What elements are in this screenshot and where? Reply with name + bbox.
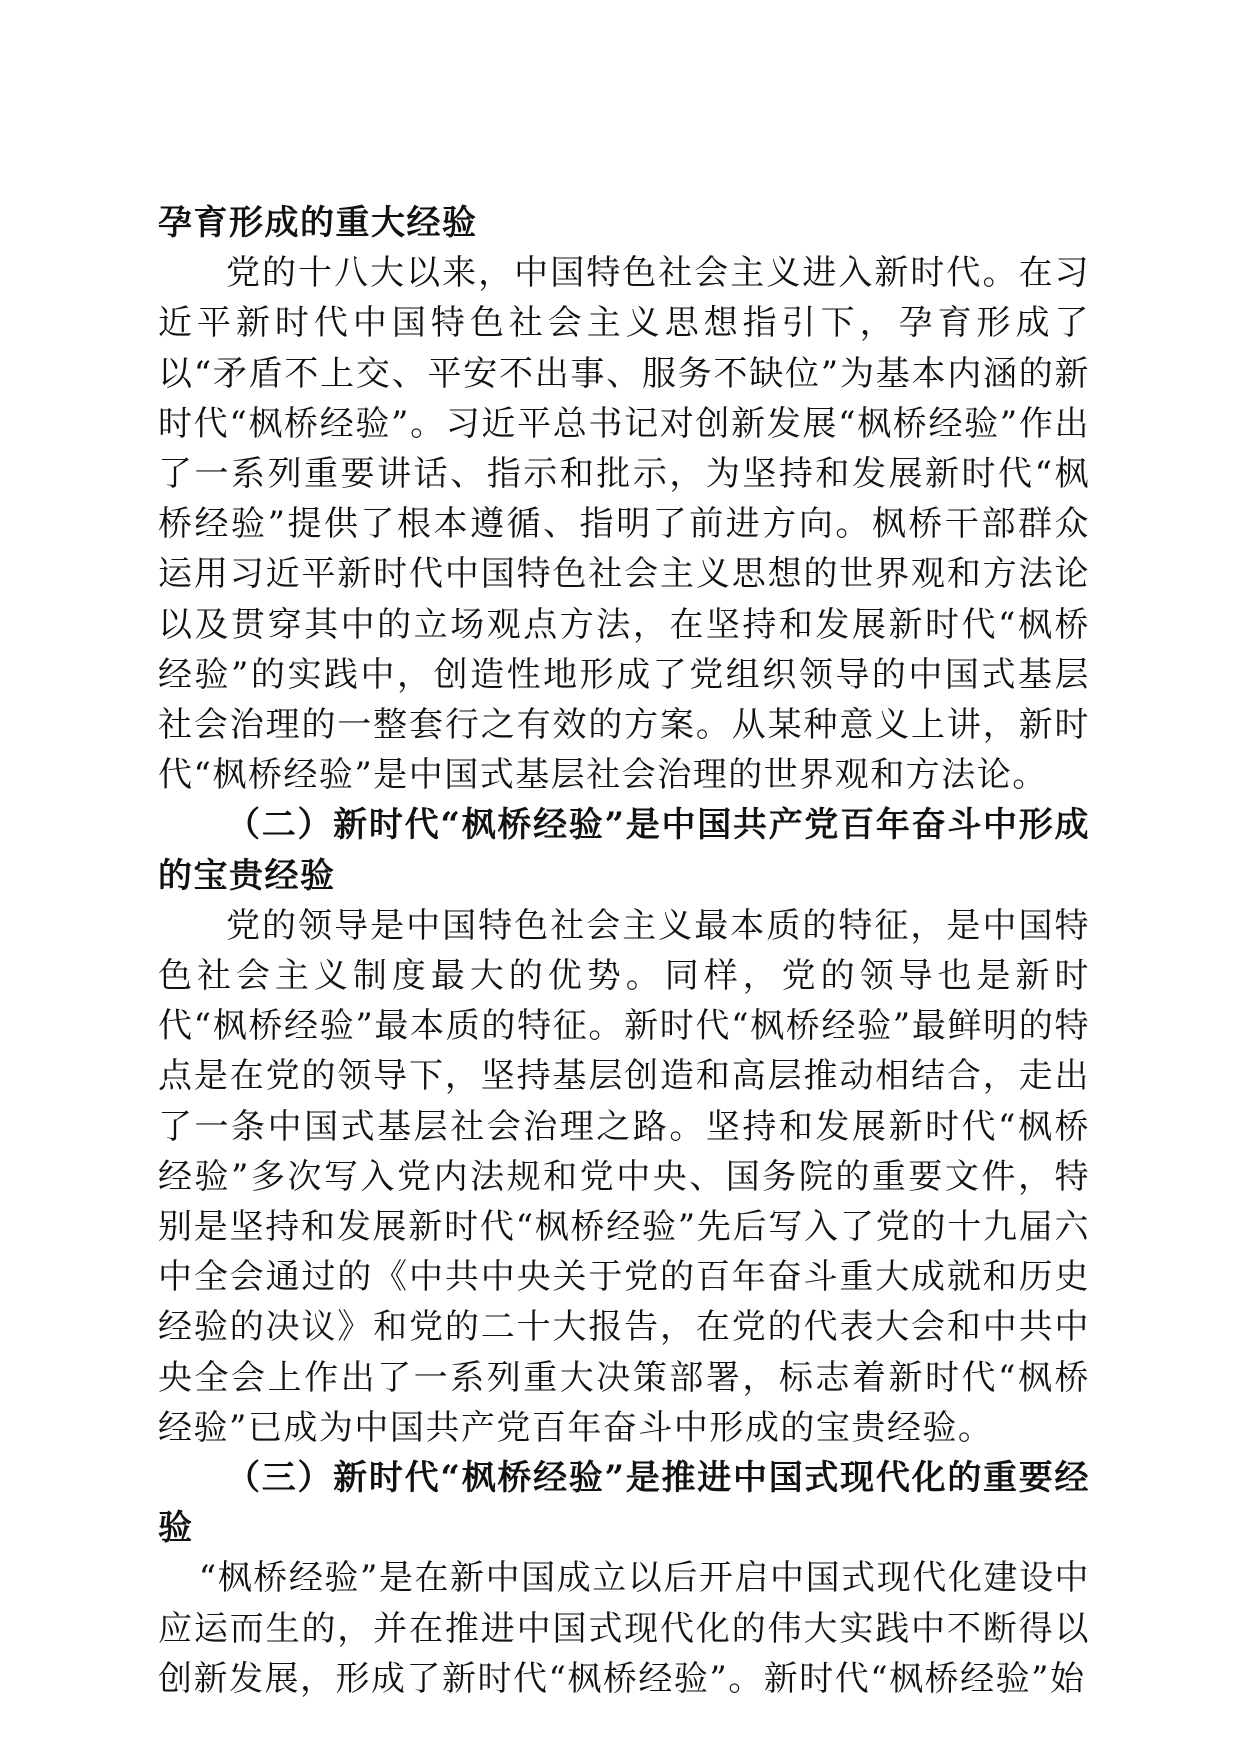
body-paragraph: 党的领导是中国特色社会主义最本质的特征，是中国特色社会主义制度最大的优势。同样，党的领导也是新时代“枫桥经验”最本质的特征。新时代“枫桥经验”最鲜明的特点是在党的领导下，坚持基层创造和高层推动相结合，走出了一条中国式基层社会治理之路。坚持和发展新时代“枫桥经验”多次写入党内法规和党中央、国务院的重要文件，特别是坚持和发展新时代“枫桥经验”先后写入了党的十九届六中全会通过的《中共中央关于党的百年奋斗重大成就和历史经验的决议》和党的二十大报告，在党的代表大会和中共中央全会上作出了一系列重大决策部署，标志着新时代“枫桥经验”已成为中国共产党百年奋斗中形成的宝贵经验。: [158, 905, 1090, 1448]
body-paragraph: “枫桥经验”是在新中国成立以后开启中国式现代化建设中应运而生的，并在推进中国式现代化的伟大实践中不断得以创新发展，形成了新时代“枫桥经验”。新时代“枫桥经验”始: [158, 1558, 1090, 1699]
continued-heading-line: 孕育形成的重大经验: [158, 203, 478, 243]
body-paragraph: 党的十八大以来，中国特色社会主义进入新时代。在习近平新时代中国特色社会主义思想指引下，孕育形成了以“矛盾不上交、平安不出事、服务不缺位”为基本内涵的新时代“枫桥经验”。习近平总书记对创新发展“枫桥经验”作出了一系列重要讲话、指示和批示，为坚持和发展新时代“枫桥经验”提供了根本遵循、指明了前进方向。枫桥干部群众运用习近平新时代中国特色社会主义思想的世界观和方法论以及贯穿其中的立场观点方法，在坚持和发展新时代“枫桥经验”的实践中，创造性地形成了党组织领导的中国式基层社会治理的一整套行之有效的方案。从某种意义上讲，新时代“枫桥经验”是中国式基层社会治理的世界观和方法论。: [158, 253, 1090, 796]
section-heading: （三）新时代“枫桥经验”是推进中国式现代化的重要经验: [158, 1458, 1090, 1549]
section-heading: （二）新时代“枫桥经验”是中国共产党百年奋斗中形成的宝贵经验: [158, 805, 1090, 896]
